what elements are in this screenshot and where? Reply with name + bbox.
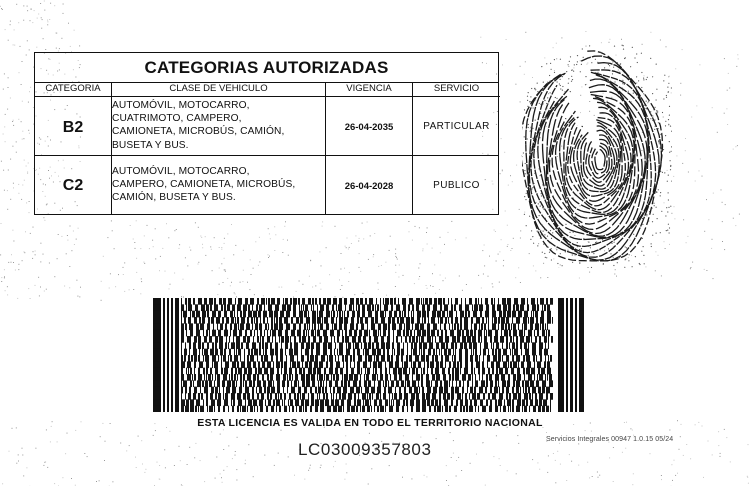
header-vehicle-class: CLASE DE VEHICULO xyxy=(112,82,325,97)
pdf417-barcode xyxy=(153,298,584,412)
license-serial-number: LC03009357803 xyxy=(298,440,432,459)
categories-table xyxy=(34,52,499,215)
row-service-type: PARTICULAR xyxy=(423,121,490,132)
vehicle-line: CUATRIMOTO, CAMPERO, xyxy=(112,113,242,125)
header-category: CATEGORIA xyxy=(35,82,111,97)
row-category-code: C2 xyxy=(62,177,84,194)
row-vehicle-classes xyxy=(112,99,325,152)
row-service-type: PUBLICO xyxy=(433,180,480,191)
vehicle-line: CAMIÓN, BUSETA Y BUS. xyxy=(112,192,236,204)
column-divider xyxy=(325,82,326,214)
vendor-imprint: Servicios Integrales 00947 1.0.15 05/24 xyxy=(546,436,674,443)
row-validity-date: 26-04-2028 xyxy=(344,181,394,192)
vehicle-line: CAMPERO, CAMIONETA, MICROBÚS, xyxy=(112,179,296,191)
validity-statement: ESTA LICENCIA ES VALIDA EN TODO EL TERRITORIO NACIONAL xyxy=(197,417,543,429)
vehicle-line: BUSETA Y BUS. xyxy=(112,139,189,151)
vehicle-line: AUTOMÓVIL, MOTOCARRO, xyxy=(112,166,250,177)
table-title: CATEGORIAS AUTORIZADAS xyxy=(35,53,498,83)
header-service: SERVICIO xyxy=(413,82,500,97)
row-validity-date: 26-04-2035 xyxy=(344,122,394,133)
row-divider xyxy=(35,155,498,156)
vehicle-line: CAMIONETA, MICROBÚS, CAMIÓN, xyxy=(112,126,285,138)
row-vehicle-classes xyxy=(112,165,325,205)
fingerprint-image xyxy=(522,40,672,268)
header-validity: VIGENCIA xyxy=(326,82,412,97)
column-divider xyxy=(412,82,413,214)
row-category-code: B2 xyxy=(62,119,84,136)
vehicle-line: AUTOMÓVIL, MOTOCARRO, xyxy=(112,100,250,111)
